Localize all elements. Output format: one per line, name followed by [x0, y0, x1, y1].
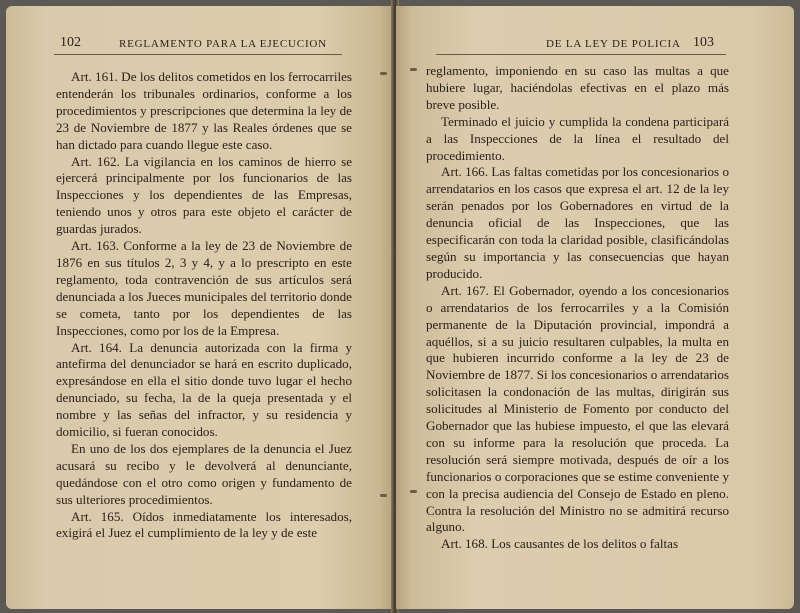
left-page-text: [56, 69, 352, 542]
left-page-number: 102: [60, 35, 81, 50]
right-running-head: DE LA LEY DE POLICIA: [546, 38, 681, 50]
paragraph-art-163: Art. 163. Conforme a la ley de 23 de Noviembre de 1876 en sus títulos 2, 3 y 4, y a lo prescripto en este reglamento, toda contravención de sus artículos será denunciada a los Jueces municipales del territorio donde se cometa, tanto por los dependientes de las Inspecciones, como por los de la Empresa.: [56, 238, 352, 338]
paragraph-art-165: Art. 165. Oídos inmediatamente los interesados, exigirá el Juez el cumplimiento de la ley y de este: [56, 508, 352, 541]
left-running-header: [54, 36, 342, 55]
paragraph-art-166: Art. 166. Las faltas cometidas por los concesionarios o arrendatarios en los casos que expresa el art. 12 de la ley serán penados por los Gobernadores en virtud de la denuncia oficial de las Inspecciones, que las especificarán con toda la claridad posible, clasificándolas según su importancia y las consecuencias que hayan producido.: [426, 164, 729, 281]
binding-hole: [380, 494, 387, 497]
paragraph-duplicate-denuncia: En uno de los dos ejemplares de la denuncia el Juez acusará su recibo y le devolverá al denunciante, quedándose con el otro como origen y fundamento de sus ulteriores procedimientos.: [56, 440, 352, 507]
left-page: [6, 6, 394, 609]
right-running-header: [436, 36, 726, 55]
paragraph-art-165-continued: reglamento, imponiendo en su caso las multas a que hubiere lugar, haciéndolas efectivas en el plazo más breve posible.: [426, 63, 729, 112]
binding-hole: [410, 490, 417, 493]
paragraph-art-164: Art. 164. La denuncia autorizada con la firma y antefirma del denunciador se hará en escrito duplicado, expresándose en ella el sitio donde tuvo lugar el hecho denunciado, su fecha, la de la queja presentada y el nombre y las señas del infractor, y su residencia y domicilio, si fueran conocidos.: [56, 339, 352, 440]
paragraph-art-168: Art. 168. Los causantes de los delitos o faltas: [441, 536, 679, 552]
paragraph-art-167: Art. 167. El Gobernador, oyendo a los concesionarios o arrendatarios de los ferrocarriles y a la Comisión permanente de la Diputación provincial, impondrá a aquéllos, si a su juicio resultaren culpables, la multa en que hubieren incurrido conforme a la ley de 23 de Noviembre de 1877. Si los concesionarios o arrendatarios solicitasen la condonación de las multas, dirigirán sus solicitudes al Ministerio de Fomento por conducto del Gobernador que las hubiese impuesto, el que las elevará con su informe para la resolución que proceda. La resolución será siempre motivada, después de oír a los funcionarios o corporaciones que se estime conveniente y con la precisa audiencia del Consejo de Estado en pleno. Contra la resolución del Ministro no se admitirá recurso alguno.: [426, 282, 729, 535]
paragraph-art-161: Art. 161. De los delitos cometidos en los ferrocarriles entenderán los tribunales ordinarios, conforme a los procedimientos y prescripciones que determina la ley de 23 de Noviembre de 1877 y las Reales órdenes que se han dictado para cuando llegue este caso.: [56, 69, 352, 152]
paragraph-juicio-terminado: Terminado el juicio y cumplida la condena participará a las Inspecciones de la línea el resultado del procedimiento.: [426, 113, 729, 163]
left-running-head: REGLAMENTO PARA LA EJECUCION: [119, 38, 327, 50]
right-page-number: 103: [693, 35, 714, 50]
paragraph-art-162: Art. 162. La vigilancia en los caminos de hierro se ejercerá principalmente por los funcionarios de las Inspecciones y los dependientes de las Empresas, teniendo unos y otros para este objeto el carácter de guardas jurados.: [56, 153, 352, 237]
binding-hole: [410, 68, 417, 71]
binding-hole: [380, 72, 387, 75]
right-page: [396, 6, 794, 609]
right-page-text: [426, 63, 729, 553]
